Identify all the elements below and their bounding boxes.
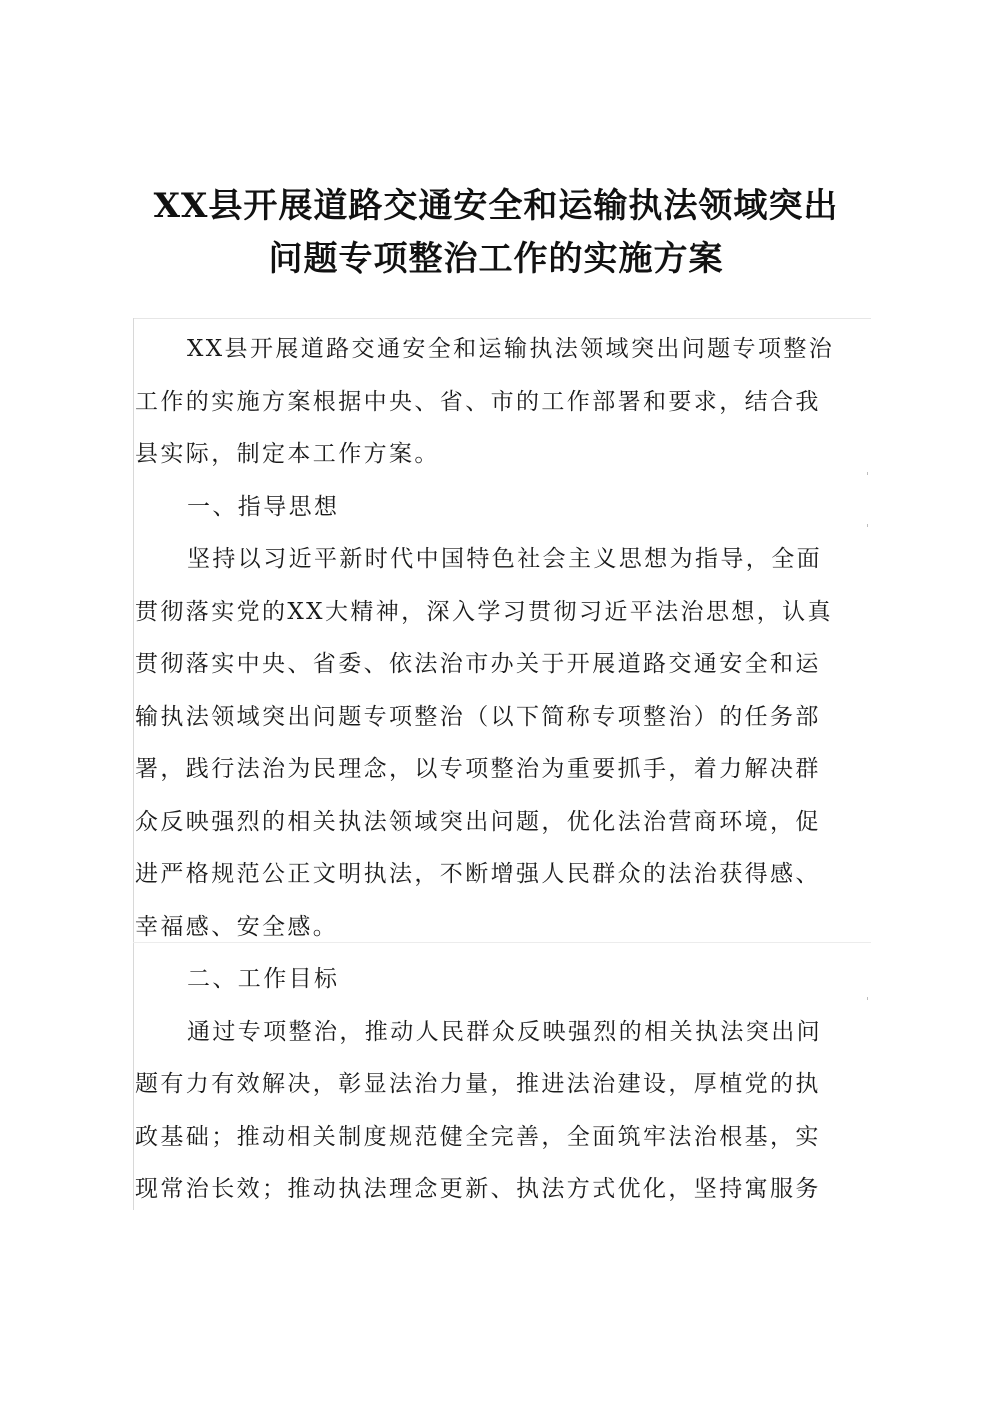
paragraph-guiding-ideology-line: 幸福感、安全感。 (135, 913, 339, 940)
paragraph-guiding-ideology-line: 进严格规范公正文明执法，不断增强人民群众的法治获得感、 (135, 861, 821, 887)
paragraph-guiding-ideology-line: 贯彻落实中央、省委、依法治市办关于开展道路交通安全和运 (135, 651, 821, 677)
paragraph-guiding-ideology-line: 输执法领域突出问题专项整治（以下简称专项整治）的任务部 (135, 703, 821, 730)
scan-mark (867, 997, 868, 1000)
section-heading-work-goals: 二、工作目标 (187, 966, 340, 992)
title-line-2: 问题专项整治工作的实施方案 (268, 238, 724, 279)
paragraph-guiding-ideology-line: 署，践行法治为民理念，以专项整治为重要抓手，着力解决群 (135, 756, 821, 782)
scan-mark (867, 472, 868, 475)
paragraph-intro-line: XX县开展道路交通安全和运输执法领域突出问题专项整治 (187, 336, 835, 362)
scan-mark (867, 524, 868, 527)
paragraph-guiding-ideology-line: 贯彻落实党的XX大精神，深入学习贯彻习近平法治思想，认真 (135, 598, 833, 625)
paragraph-work-goals-line: 通过专项整治，推动人民群众反映强烈的相关执法突出问 (187, 1018, 822, 1045)
paragraph-work-goals-line: 政基础；推动相关制度规范健全完善，全面筑牢法治根基，实 (135, 1123, 821, 1150)
paragraph-intro-line: 工作的实施方案根据中央、省、市的工作部署和要求，结合我 (135, 388, 821, 415)
scan-border-top (133, 318, 871, 319)
document-body (135, 323, 857, 1216)
paragraph-guiding-ideology-line: 众反映强烈的相关执法领域突出问题，优化法治营商环境，促 (135, 808, 821, 835)
document-title (100, 178, 892, 283)
paragraph-work-goals-line: 题有力有效解决，彰显法治力量，推进法治建设，厚植党的执 (135, 1071, 821, 1097)
paragraph-guiding-ideology-line: 坚持以习近平新时代中国特色社会主义思想为指导，全面 (187, 546, 822, 572)
paragraph-intro-line: 县实际，制定本工作方案。 (135, 441, 440, 467)
section-heading-guiding-ideology: 一、指导思想 (187, 493, 340, 520)
title-line-1: XX县开展道路交通安全和运输执法领域突出 (153, 186, 839, 226)
paragraph-work-goals-line: 现常治长效；推动执法理念更新、执法方式优化，坚持寓服务 (135, 1176, 821, 1202)
scan-border-left (133, 318, 134, 1210)
